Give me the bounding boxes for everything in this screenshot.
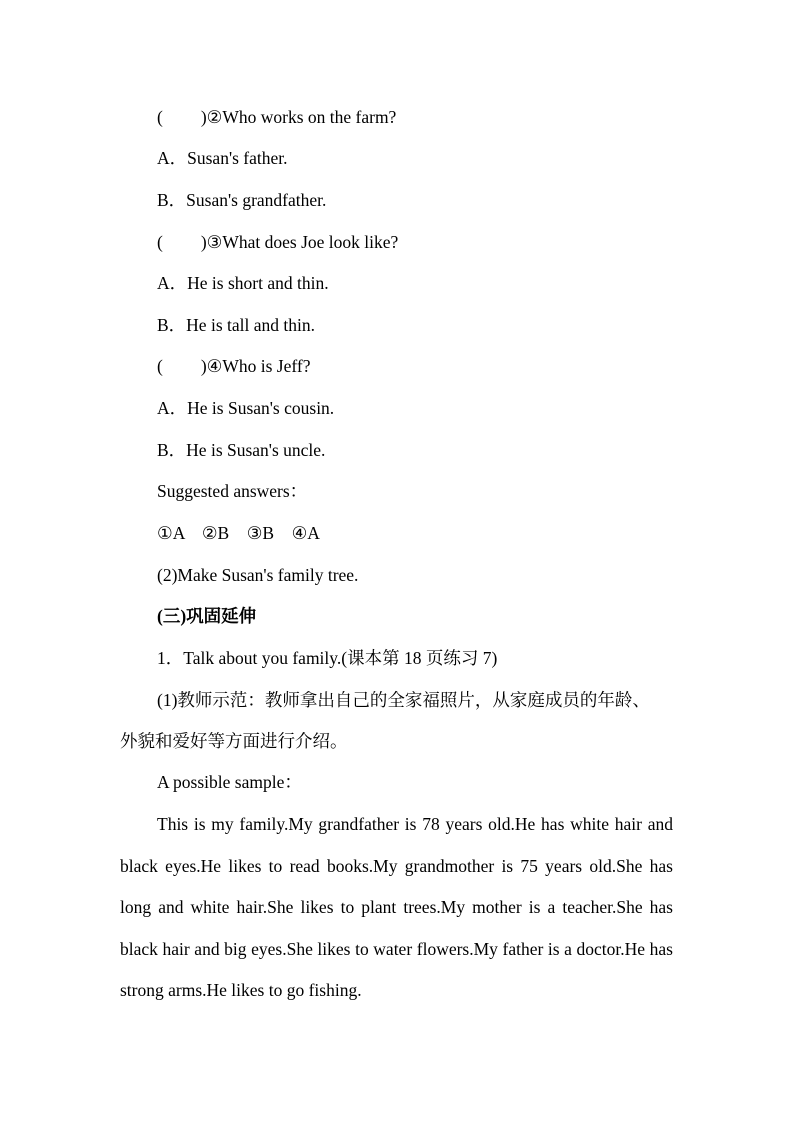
sample-paragraph: This is my family.My grandfather is 78 years old.He has white hair and black eyes.He likes to read books.My grandmother is 75 years old.She has long and white hair.She likes to plant trees.My mother is a teacher.She has black hair and big eyes.She likes to water flowers.My father is a doctor.He has strong arms.He likes to go fishing. (120, 814, 673, 1000)
answer-bracket-open: ( (157, 107, 163, 127)
question-text: )③What does Joe look like? (200, 232, 399, 252)
answer-bracket-open: ( (157, 356, 163, 376)
section-heading: (三)巩固延伸 (157, 606, 257, 626)
teacher-demo-line-1: (1)教师示范：教师拿出自己的全家福照片，从家庭成员的年龄、 (157, 690, 650, 710)
question-4 (157, 355, 310, 377)
suggested-answers: ①A ②B ③B ④A (157, 523, 320, 543)
question-2-option-b: B．Susan's grandfather. (157, 190, 327, 210)
answer-bracket-open: ( (157, 232, 163, 252)
exercise-1: 1．Talk about you family.(课本第 18 页练习 7) (157, 648, 498, 668)
teacher-demo-line-2: 外貌和爱好等方面进行介绍。 (120, 731, 348, 751)
question-3-option-b: B．He is tall and thin. (157, 315, 315, 335)
question-text: )②Who works on the farm? (200, 107, 397, 127)
question-3-option-a: A．He is short and thin. (157, 273, 329, 293)
question-2-option-a: A．Susan's father. (157, 148, 288, 168)
question-4-option-a: A．He is Susan's cousin. (157, 398, 335, 418)
question-3 (157, 231, 398, 253)
question-text: )④Who is Jeff? (200, 356, 311, 376)
sample-label: A possible sample： (157, 772, 302, 792)
suggested-answers-label: Suggested answers： (157, 481, 308, 501)
question-4-option-b: B．He is Susan's uncle. (157, 440, 326, 460)
task-2: (2)Make Susan's family tree. (157, 565, 359, 585)
question-2 (157, 106, 396, 128)
